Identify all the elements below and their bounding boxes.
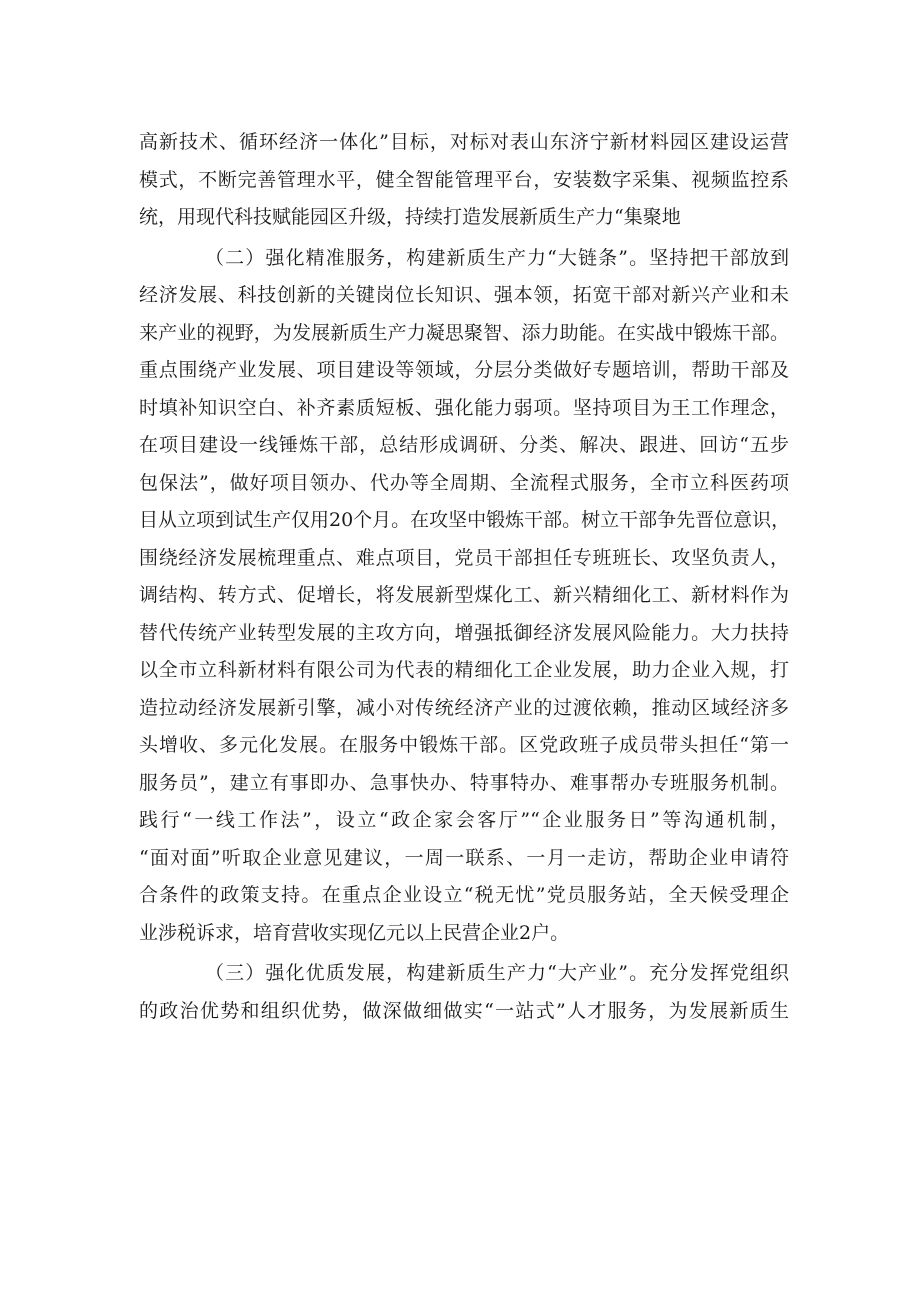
text-line: 调结构、转方式、促增长，将发展新型煤化工、新兴精细化工、新材料作为 [139, 584, 789, 606]
text-line: 以全市立科新材料有限公司为代表的精细化工企业发展，助力企业入规，打 [139, 659, 789, 681]
text-line: 践行“一线工作法”，设立“政企家会客厅”“企业服务日”等沟通机制， [139, 809, 789, 831]
text-line: 围绕经济发展梳理重点、难点项目，党员干部担任专班班长、攻坚负责人， [139, 546, 789, 569]
paragraph-2 [139, 240, 789, 953]
text-line: 来产业的视野，为发展新质生产力凝思聚智、添力助能。在实战中锻炼干部。 [139, 321, 789, 344]
text-line: （二）强化精准服务，构建新质生产力“大链条”。坚持把干部放到 [205, 246, 789, 269]
paragraph-3 [139, 955, 789, 1030]
text-line: 头增收、多元化发展。在服务中锻炼干部。区党政班子成员带头担任“第一 [139, 734, 789, 756]
text-line: 业涉税诉求，培育营收实现亿元以上民营企业2户。 [139, 921, 570, 944]
text-line: 造拉动经济发展新引擎，减小对传统经济产业的过渡依赖，推动区域经济多 [139, 696, 789, 719]
text-line: 重点围绕产业发展、项目建设等领域，分层分类做好专题培训，帮助干部及 [139, 359, 789, 381]
text-line: 包保法”，做好项目领办、代办等全周期、全流程式服务，全市立科医药项 [139, 471, 789, 494]
text-line: 的政治优势和组织优势，做深做细做实“一站式”人才服务，为发展新质生 [139, 999, 789, 1022]
text-line: 经济发展、科技创新的关键岗位长知识、强本领，拓宽干部对新兴产业和未 [139, 284, 789, 306]
text-line: 替代传统产业转型发展的主攻方向，增强抵御经济发展风险能力。大力扶持 [139, 621, 789, 644]
text-line: 合条件的政策支持。在重点企业设立“税无忧”党员服务站，全天候受理企 [139, 884, 789, 906]
text-line: 高新技术、循环经济一体化”目标，对标对表山东济宁新材料园区建设运营 [139, 131, 789, 153]
text-line: 模式，不断完善管理水平，健全智能管理平台，安装数字采集、视频监控系 [139, 168, 789, 191]
paragraph-1 [139, 124, 789, 237]
text-line: 时填补知识空白、补齐素质短板、强化能力弱项。坚持项目为王工作理念， [139, 396, 789, 419]
text-line: 统，用现代科技赋能园区升级，持续打造发展新质生产力“集聚地 [139, 206, 681, 228]
text-line: （三）强化优质发展，构建新质生产力“大产业”。充分发挥党组织 [205, 962, 789, 984]
document-body [139, 124, 789, 1030]
text-line: 目从立项到试生产仅用20个月。在攻坚中锻炼干部。树立干部争先晋位意识， [139, 509, 791, 531]
text-line: 在项目建设一线锤炼干部，总结形成调研、分类、解决、跟进、回访“五步 [139, 434, 789, 456]
text-line: “面对面”听取企业意见建议，一周一联系、一月一走访，帮助企业申请符 [139, 846, 789, 869]
text-line: 服务员”，建立有事即办、急事快办、特事特办、难事帮办专班服务机制。 [139, 771, 789, 794]
